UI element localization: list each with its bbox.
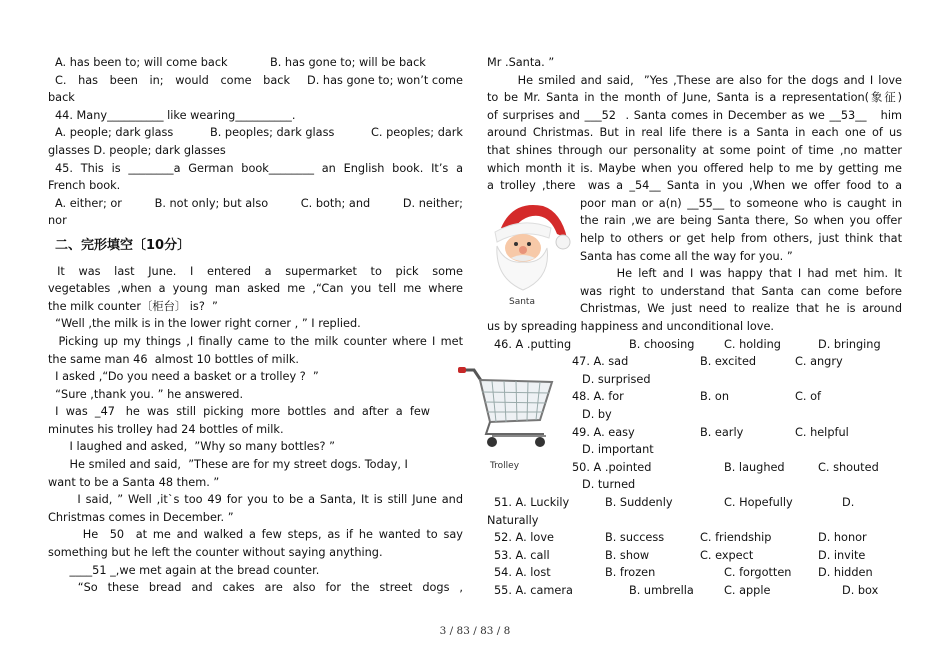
q51-option-d: D. <box>842 495 855 509</box>
q46-option-d: D. bringing <box>818 337 881 351</box>
text-line: He smiled and said, ”Yes ,These are also for the dogs and I love <box>487 73 902 87</box>
q50-option-d: D. turned <box>582 478 636 492</box>
q53-option-a: 53. A. call <box>494 548 550 562</box>
q53-option-c: C. expect <box>700 548 754 562</box>
q54-option-c: C. forgotten <box>724 566 792 580</box>
q47-option-c: C. angry <box>795 355 843 369</box>
q48-option-c: C. of <box>795 390 821 404</box>
text-line: ____51 _,we met again at the bread counter. <box>48 563 320 577</box>
text-line: “Sure ,thank you. ” he answered. <box>48 387 244 401</box>
text-line: Christmas comes in December. ” <box>48 510 234 524</box>
text-line: to be Mr. Santa in the month of June, Santa is a representation(象征) <box>487 91 902 105</box>
text-line: of surprises and ___52 . Santa comes in December as we __53__ him <box>487 108 902 122</box>
q55-option-a: 55. A. camera <box>494 583 573 597</box>
text-line: “Well ,the milk is in the lower right corner , ” I replied. <box>48 317 361 331</box>
text-line: I laughed and asked, ”Why so many bottles? ” <box>48 440 335 454</box>
q48-option-b: B. on <box>700 390 730 404</box>
q53-option-b: B. show <box>605 548 650 562</box>
cloze-passage <box>48 263 463 597</box>
text-line: want to be a Santa 48 them. ” <box>48 475 220 489</box>
q54-option-a: 54. A. lost <box>494 566 551 580</box>
q52-option-d: D. honor <box>818 531 867 545</box>
q52-option-c: C. friendship <box>700 531 772 545</box>
q47-option-a: 47. A. sad <box>572 355 629 369</box>
trolley-caption: Trolley <box>490 461 520 471</box>
q43-option-a: A. has been to; will come back <box>55 56 228 69</box>
text-line: which month it is. Maybe when you offered help to me by getting me <box>487 161 902 175</box>
text-line: vegetables ,when a young man asked me ,“Can you tell me where <box>48 282 463 296</box>
text-line: that shines through our personality at some point of time ,no matter <box>487 143 902 157</box>
trolley-icon <box>456 362 560 454</box>
q45-option-d: D. neither; <box>402 196 463 210</box>
text-line: He smiled and said, ”These are for my street dogs. Today, I <box>48 458 408 472</box>
q43-option-c: C. has been in; would come back <box>55 73 290 87</box>
q43-options-line2 <box>48 72 463 90</box>
text-line: Santa has come all the way for you. ” <box>580 249 793 263</box>
q55-option-c: C. apple <box>724 583 771 597</box>
text-line: Picking up my things ,I finally came to the milk counter where I met <box>48 334 463 348</box>
text-line: I was _47 he was still picking more bottles and after a few <box>48 405 431 419</box>
santa-icon <box>483 198 573 293</box>
q54-option-d: D. hidden <box>818 566 873 580</box>
q44-option-a: A. people; dark glass <box>55 126 174 140</box>
q45-option-d-cont: nor <box>48 214 67 228</box>
q43-option-d-cont: back <box>48 91 75 105</box>
text-line: help to others or get help from others, just think that <box>580 231 902 245</box>
q55-option-b: B. umbrella <box>629 583 694 597</box>
q51-option-b: B. Suddenly <box>605 495 673 509</box>
q51-option-d-cont: Naturally <box>487 513 539 527</box>
q55-option-d: D. box <box>842 583 879 597</box>
text-line: Mr .Santa. ” <box>487 56 555 69</box>
q52-option-b: B. success <box>605 531 665 545</box>
passage-continuation <box>487 54 902 195</box>
q49-option-c: C. helpful <box>795 425 849 439</box>
q53-option-d: D. invite <box>818 548 866 562</box>
q52-option-a: 52. A. love <box>494 531 554 545</box>
text-line: the milk counter〔柜台〕 is? ” <box>48 299 218 313</box>
q44-options-line1 <box>48 124 463 142</box>
q51-option-a: 51. A. Luckily <box>494 495 570 509</box>
q45-option-a: A. either; or <box>55 196 122 210</box>
q44-options-line2: glasses D. people; dark glasses <box>48 143 226 157</box>
q45-options-line1 <box>48 195 463 213</box>
text-line: the same man 46 almost 10 bottles of milk. <box>48 352 299 366</box>
text-line: minutes his trolley had 24 bottles of milk. <box>48 422 284 436</box>
q43-options-line1 <box>48 54 463 72</box>
santa-illustration <box>483 198 573 306</box>
q43-option-b: B. has gone to; will be back <box>270 56 426 69</box>
q49-option-b: B. early <box>700 425 744 439</box>
text-line: was right to understand that Santa can come before <box>580 284 902 298</box>
q50-option-a: 50. A .pointed <box>572 460 652 474</box>
text-line: “So these bread and cakes are also for the street dogs , <box>48 581 463 595</box>
text-line: something but he left the counter without saying anything. <box>48 546 383 560</box>
text-line: He 50 at me and walked a few steps, as if he wanted to say <box>48 528 463 542</box>
text-line: the rain ,we are being Santa there, So when you offer <box>580 214 902 228</box>
q44-option-b: B. peoples; dark glass <box>209 126 335 140</box>
q46-option-a: 46. A .putting <box>494 337 572 351</box>
text-line: He left and I was happy that I had met him. It <box>580 267 902 281</box>
text-line: Christmas, We just need to realize that he is around <box>580 302 902 316</box>
q48-option-d: D. by <box>582 407 612 421</box>
passage-final-line: us by spreading happiness and unconditional love. <box>487 319 775 333</box>
trolley-illustration <box>456 362 560 472</box>
q54-option-b: B. frozen <box>605 566 656 580</box>
section-title: 二、完形填空〔10分〕 <box>55 237 191 253</box>
q45-stem: 45. This is ________a German book________ an English book. It’s a <box>55 161 463 175</box>
q49-option-a: 49. A. easy <box>572 425 635 439</box>
text-line: It was last June. I entered a supermarket to pick some <box>48 264 463 278</box>
q51-option-c: C. Hopefully <box>724 495 793 509</box>
text-line: I said, ” Well ,it`s too 49 for you to be a Santa, It is still June and <box>48 493 463 507</box>
left-column <box>48 54 463 597</box>
text-line: poor man or a(n) __55__ to someone who is caught in <box>580 196 902 210</box>
q47-option-d: D. surprised <box>582 372 651 386</box>
q49-option-d: D. important <box>582 443 654 457</box>
right-column <box>487 54 902 596</box>
q45-option-b: B. not only; but also <box>154 196 269 210</box>
q47-option-b: B. excited <box>700 355 757 369</box>
q43-option-d: D. has gone to; won’t come <box>307 73 463 87</box>
page-footer: 3 / 83 / 83 / 8 <box>439 625 511 637</box>
santa-caption: Santa <box>509 297 535 307</box>
q45-stem-cont: French book. <box>48 179 121 193</box>
text-line: around Christmas. But in real life there is a Santa in each one of us <box>487 126 902 140</box>
q50-option-c: C. shouted <box>818 460 879 474</box>
q50-option-b: B. laughed <box>724 460 785 474</box>
q46-option-b: B. choosing <box>629 337 695 351</box>
q45-option-c: C. both; and <box>300 196 371 210</box>
q44-stem: 44. Many__________ like wearing__________. <box>55 108 296 122</box>
text-line: a trolley ,there was a _54__ Santa in you ,When we offer food to a <box>487 179 902 193</box>
text-line: I asked ,“Do you need a basket or a trolley ? ” <box>48 370 319 384</box>
passage-wrap-around-image <box>580 195 902 318</box>
q46-option-c: C. holding <box>724 337 781 351</box>
q44-option-c: C. peoples; dark <box>371 126 463 140</box>
q48-option-a: 48. A. for <box>572 390 624 404</box>
